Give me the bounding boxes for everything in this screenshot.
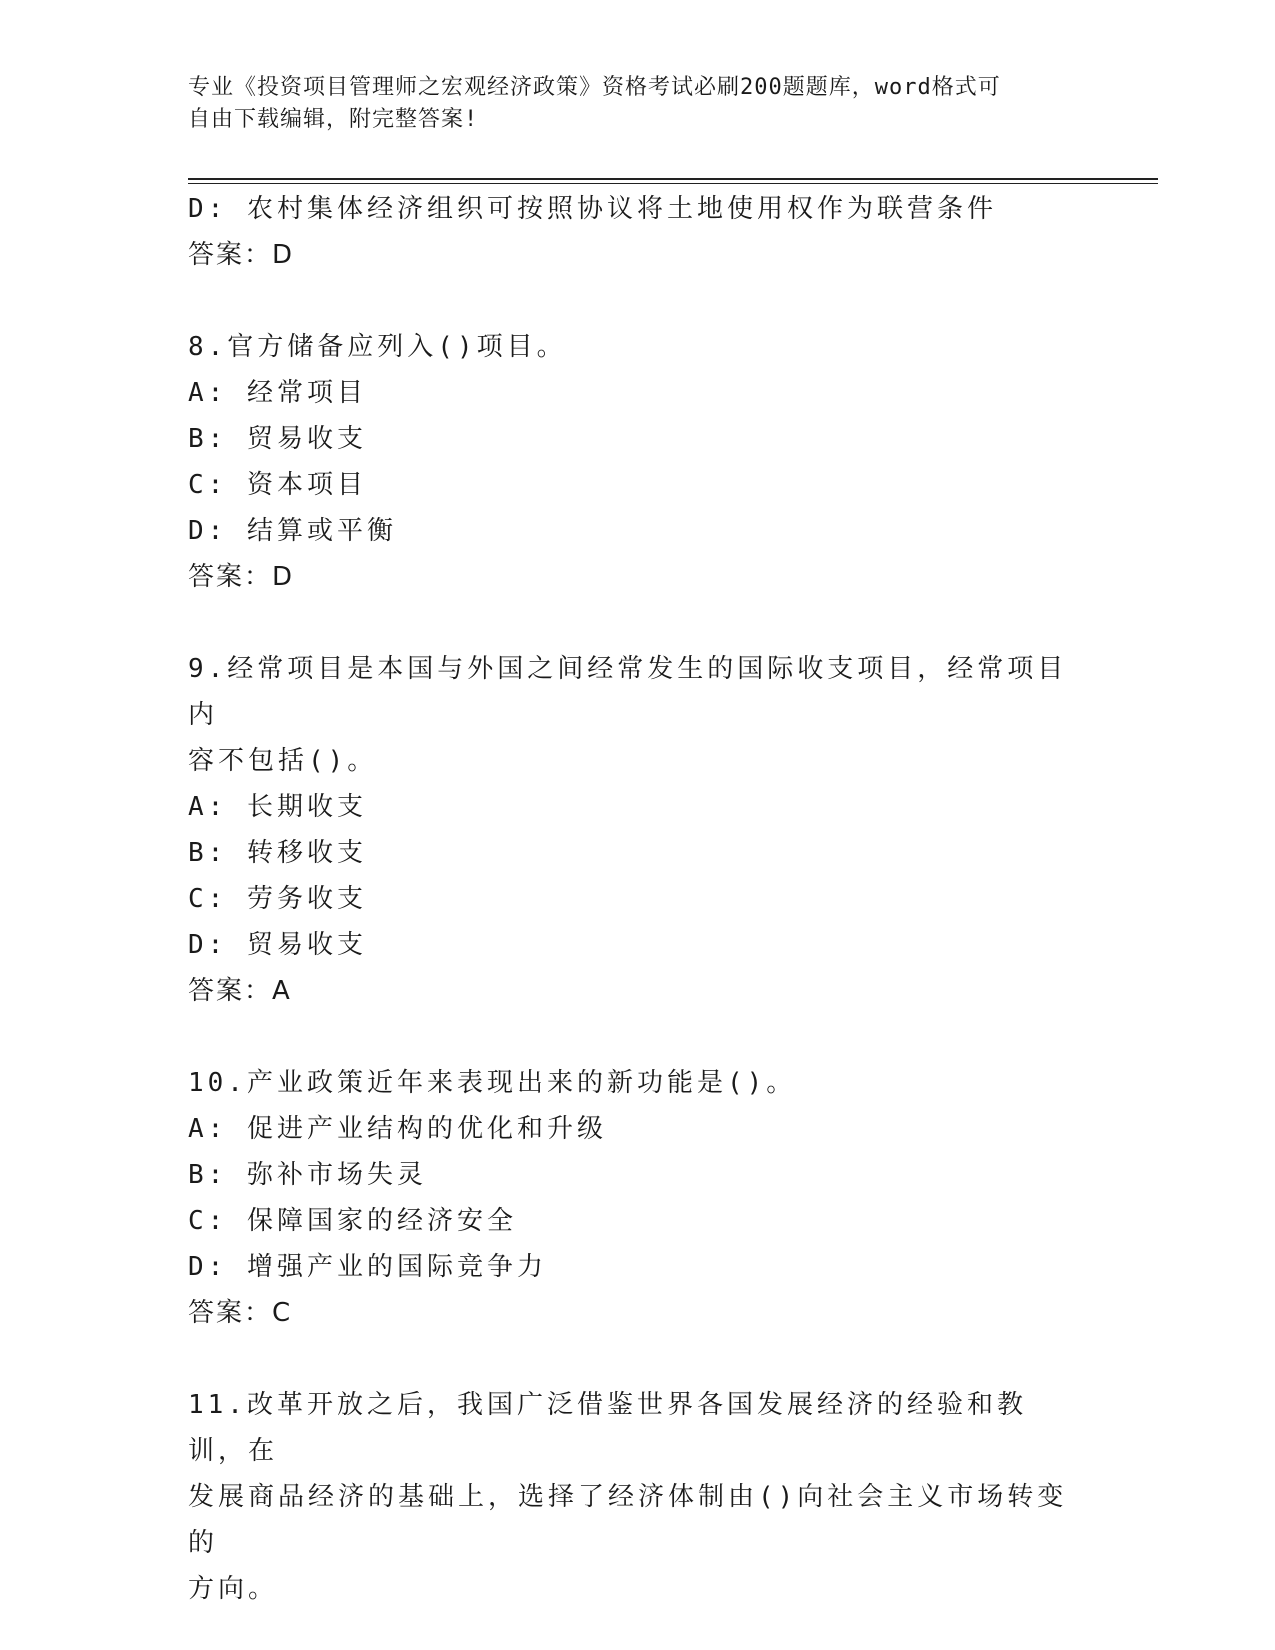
spacer [188, 1014, 1088, 1060]
option-d: D: 结算或平衡 [188, 516, 397, 546]
question-text-line-1: 9.经常项目是本国与外国之间经常发生的国际收支项目，经常项目内 [188, 654, 1068, 730]
question-text: 8.官方储备应列入()项目。 [188, 332, 567, 362]
option-b: B: 贸易收支 [188, 424, 367, 454]
option-b: B: 转移收支 [188, 838, 367, 868]
question-list [188, 186, 1088, 1612]
spacer [188, 278, 1088, 324]
spacer [188, 1336, 1088, 1382]
answer: 答案：D [188, 562, 295, 592]
option-a: A: 长期收支 [188, 792, 367, 822]
question-10 [188, 1060, 1088, 1336]
document-header [188, 72, 1068, 136]
question-text: 10.产业政策近年来表现出来的新功能是()。 [188, 1068, 797, 1098]
option-b: B: 弥补市场失灵 [188, 1160, 427, 1190]
question-11 [188, 1382, 1088, 1612]
option-d: D: 贸易收支 [188, 930, 367, 960]
header-line-2: 自由下载编辑，附完整答案! [188, 107, 479, 132]
header-rule-bottom [188, 183, 1158, 184]
question-text-line-2: 容不包括()。 [188, 746, 378, 776]
option-d: D: 农村集体经济组织可按照协议将土地使用权作为联营条件 [188, 194, 997, 224]
spacer [188, 600, 1088, 646]
option-a: A: 经常项目 [188, 378, 367, 408]
question-8 [188, 324, 1088, 600]
answer: 答案：D [188, 240, 295, 270]
header-line-1: 专业《投资项目管理师之宏观经济政策》资格考试必刷200题题库，word格式可 [188, 75, 1001, 100]
answer: 答案：C [188, 1298, 293, 1328]
option-a: A: 促进产业结构的优化和升级 [188, 1114, 607, 1144]
question-text-line-2: 发展商品经济的基础上，选择了经济体制由()向社会主义市场转变的 [188, 1482, 1068, 1558]
question-7-tail [188, 186, 1088, 278]
question-text-line-1: 11.改革开放之后，我国广泛借鉴世界各国发展经济的经验和教训，在 [188, 1390, 1027, 1466]
answer: 答案：A [188, 976, 292, 1006]
option-c: C: 劳务收支 [188, 884, 367, 914]
option-c: C: 保障国家的经济安全 [188, 1206, 517, 1236]
question-text-line-3: 方向。 [188, 1574, 279, 1604]
option-c: C: 资本项目 [188, 470, 367, 500]
option-d: D: 增强产业的国际竞争力 [188, 1252, 547, 1282]
header-rule-top [188, 178, 1158, 180]
question-9 [188, 646, 1088, 1014]
